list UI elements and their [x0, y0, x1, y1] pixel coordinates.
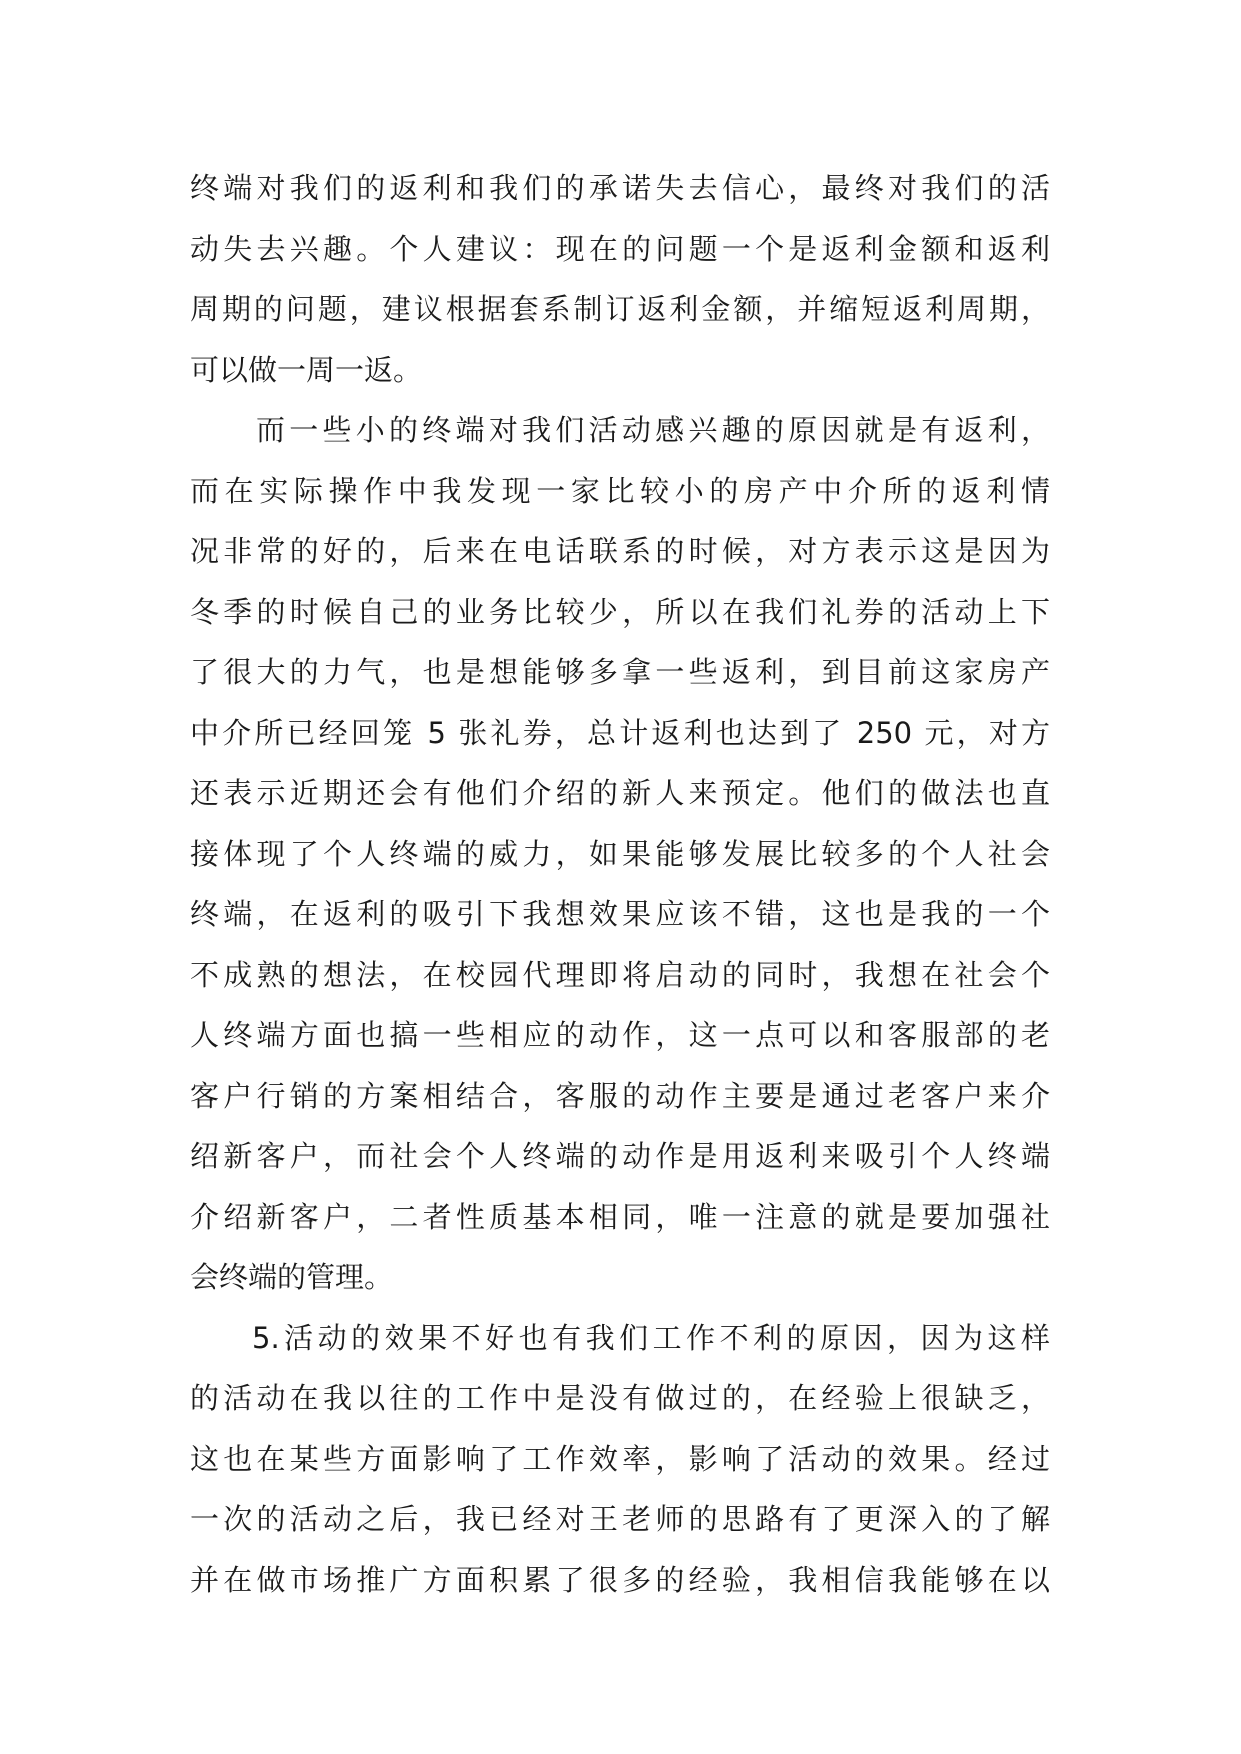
text-line: 动失去兴趣。个人建议：现在的问题一个是返利金额和返利 — [190, 231, 1050, 266]
text-line: 况非常的好的，后来在电话联系的时候，对方表示这是因为 — [190, 534, 1050, 568]
text-line: 人终端方面也搞一些相应的动作，这一点可以和客服部的老 — [190, 1018, 1050, 1052]
text-line: 不成熟的想法，在校园代理即将启动的同时，我想在社会个 — [190, 957, 1050, 992]
document-body — [190, 158, 1050, 1610]
text-line: 终端，在返利的吸引下我想效果应该不错，这也是我的一个 — [190, 897, 1050, 931]
text-line: 的活动在我以往的工作中是没有做过的，在经验上很缺乏， — [190, 1381, 1050, 1415]
text-line: 中介所已经回笼 5 张礼券，总计返利也达到了 250 元，对方 — [190, 715, 1050, 750]
text-line: 冬季的时候自己的业务比较少，所以在我们礼券的活动上下 — [190, 594, 1050, 629]
text-line: 接体现了个人终端的威力，如果能够发展比较多的个人社会 — [190, 836, 1050, 871]
text-line: 并在做市场推广方面积累了很多的经验，我相信我能够在以 — [190, 1562, 1050, 1597]
text-line: 这也在某些方面影响了工作效率，影响了活动的效果。经过 — [190, 1441, 1050, 1476]
numbered-item-first-line: 5.活动的效果不好也有我们工作不利的原因，因为这样 — [252, 1320, 1050, 1355]
text-line: 一次的活动之后，我已经对王老师的思路有了更深入的了解 — [190, 1502, 1050, 1536]
text-line: 了很大的力气，也是想能够多拿一些返利，到目前这家房产 — [190, 655, 1050, 689]
text-line: 客户行销的方案相结合，客服的动作主要是通过老客户来介 — [190, 1078, 1050, 1113]
text-line: 终端对我们的返利和我们的承诺失去信心，最终对我们的活 — [190, 171, 1050, 205]
text-line: 介绍新客户，二者性质基本相同，唯一注意的就是要加强社 — [190, 1199, 1050, 1234]
text-line: 而在实际操作中我发现一家比较小的房产中介所的返利情 — [190, 473, 1050, 508]
text-line: 还表示近期还会有他们介绍的新人来预定。他们的做法也直 — [190, 776, 1050, 810]
text-line: 绍新客户，而社会个人终端的动作是用返利来吸引个人终端 — [190, 1139, 1050, 1173]
text-line: 可以做一周一返。 — [190, 352, 423, 387]
paragraph-first-line: 而一些小的终端对我们活动感兴趣的原因就是有返利， — [256, 413, 1050, 447]
text-line: 周期的问题，建议根据套系制订返利金额，并缩短返利周期， — [190, 292, 1050, 326]
text-line: 会终端的管理。 — [190, 1260, 394, 1294]
